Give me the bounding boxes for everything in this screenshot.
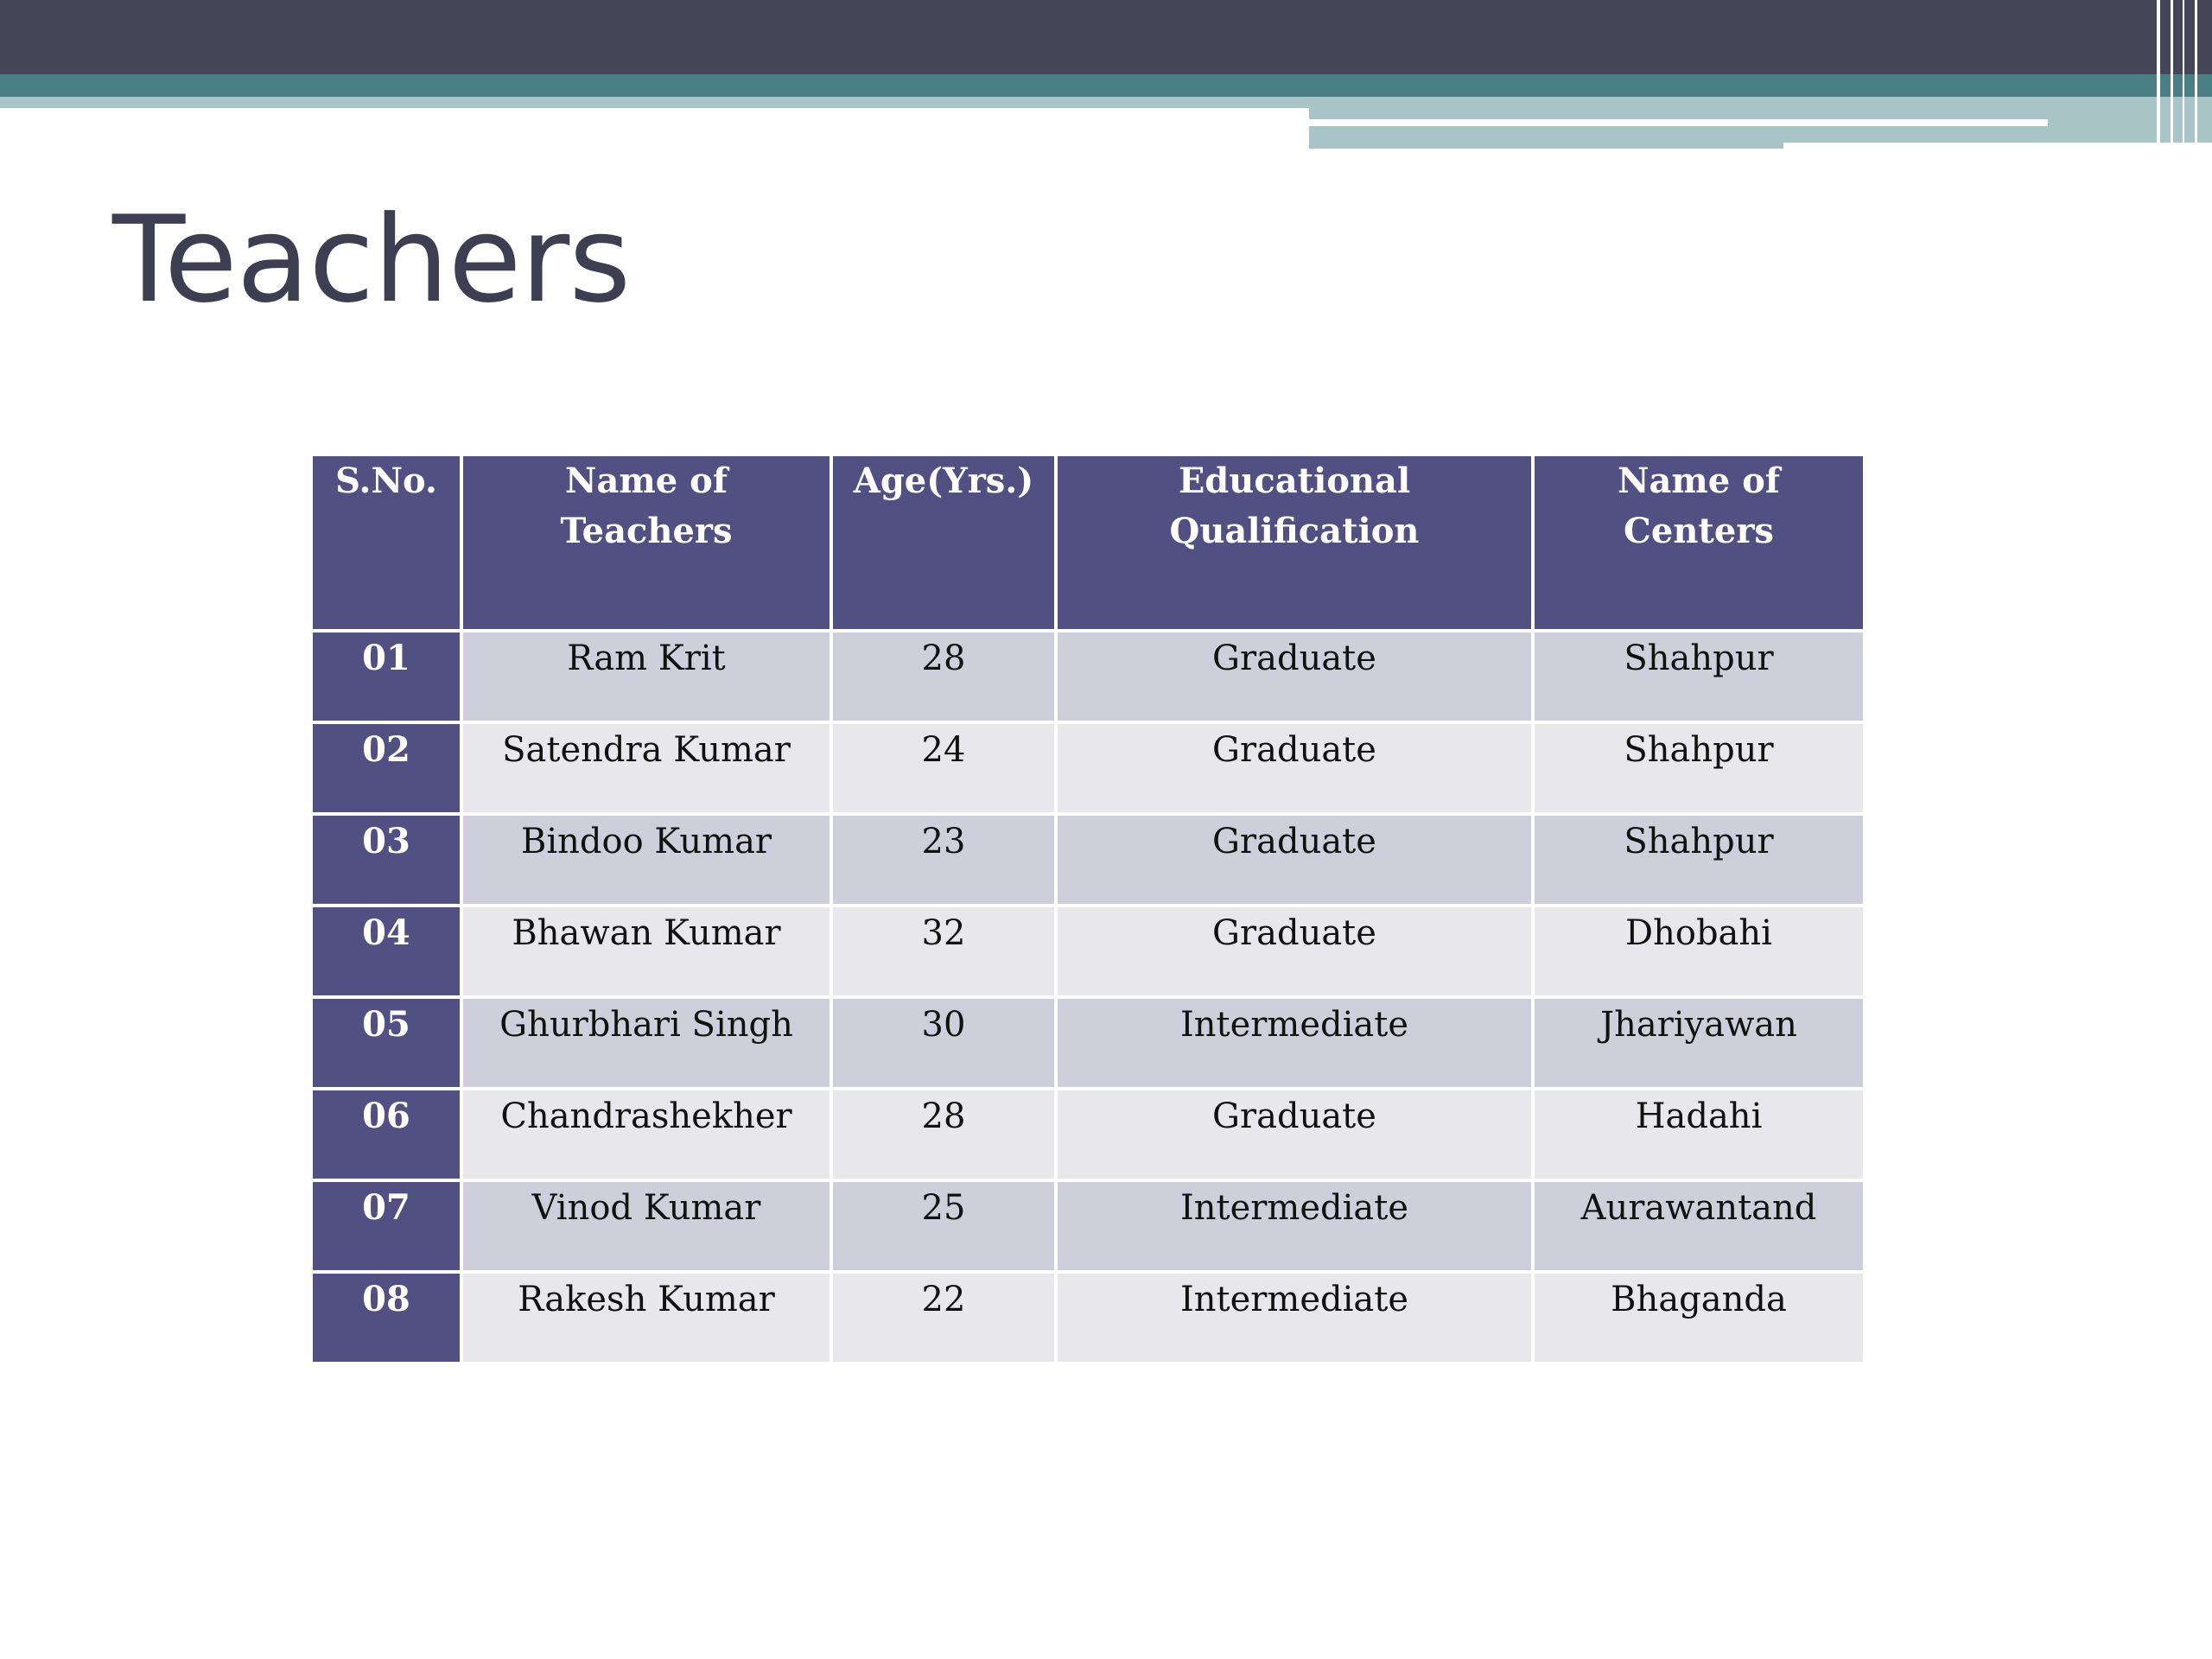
cell-qualification: Graduate (1058, 632, 1531, 721)
cell-age: 23 (833, 816, 1054, 904)
cell-name: Rakesh Kumar (463, 1274, 830, 1362)
cell-qualification: Intermediate (1058, 999, 1531, 1087)
cell-center: Shahpur (1535, 816, 1863, 904)
cell-qualification: Intermediate (1058, 1274, 1531, 1362)
teachers-table (309, 453, 1866, 1365)
decorative-stripe (1309, 119, 2048, 126)
cell-qualification: Graduate (1058, 724, 1531, 812)
table-row (313, 724, 1863, 812)
cell-age: 32 (833, 907, 1054, 995)
cell-sno: 01 (313, 632, 460, 721)
cell-center: Jhariyawan (1535, 999, 1863, 1087)
cell-center: Aurawantand (1535, 1182, 1863, 1270)
cell-name: Ghurbhari Singh (463, 999, 830, 1087)
edge-decorative-lines (2152, 0, 2212, 149)
cell-center: Shahpur (1535, 632, 1863, 721)
cell-age: 25 (833, 1182, 1054, 1270)
cell-name: Bhawan Kumar (463, 907, 830, 995)
cell-age: 24 (833, 724, 1054, 812)
cell-center: Dhobahi (1535, 907, 1863, 995)
cell-sno: 02 (313, 724, 460, 812)
cell-age: 28 (833, 1090, 1054, 1179)
header-center: Name of Centers (1535, 456, 1863, 629)
cell-center: Shahpur (1535, 724, 1863, 812)
table-row (313, 999, 1863, 1087)
cell-sno: 04 (313, 907, 460, 995)
header-age: Age(Yrs.) (833, 456, 1054, 629)
cell-age: 28 (833, 632, 1054, 721)
teal-decorative-band (0, 74, 2212, 97)
cell-name: Vinod Kumar (463, 1182, 830, 1270)
header-sno: S.No. (313, 456, 460, 629)
table-row (313, 1182, 1863, 1270)
cell-sno: 07 (313, 1182, 460, 1270)
cell-qualification: Graduate (1058, 816, 1531, 904)
cell-qualification: Graduate (1058, 1090, 1531, 1179)
table-row (313, 816, 1863, 904)
cell-age: 30 (833, 999, 1054, 1087)
cell-qualification: Graduate (1058, 907, 1531, 995)
light-decorative-band (0, 97, 1309, 108)
cell-sno: 03 (313, 816, 460, 904)
cell-name: Bindoo Kumar (463, 816, 830, 904)
table-row (313, 1090, 1863, 1179)
cell-qualification: Intermediate (1058, 1182, 1531, 1270)
table-header-row (313, 456, 1863, 629)
cell-sno: 08 (313, 1274, 460, 1362)
table-row (313, 907, 1863, 995)
cell-name: Satendra Kumar (463, 724, 830, 812)
slide-title: Teachers (112, 190, 631, 329)
cell-center: Hadahi (1535, 1090, 1863, 1179)
top-decorative-band (0, 0, 2212, 74)
cell-name: Ram Krit (463, 632, 830, 721)
cell-center: Bhaganda (1535, 1274, 1863, 1362)
cell-sno: 05 (313, 999, 460, 1087)
cell-name: Chandrashekher (463, 1090, 830, 1179)
cell-age: 22 (833, 1274, 1054, 1362)
table-row (313, 1274, 1863, 1362)
header-qualification: Educational Qualification (1058, 456, 1531, 629)
decorative-gap (1783, 143, 2212, 149)
table-row (313, 632, 1863, 721)
header-teacher-name: Name of Teachers (463, 456, 830, 629)
cell-sno: 06 (313, 1090, 460, 1179)
